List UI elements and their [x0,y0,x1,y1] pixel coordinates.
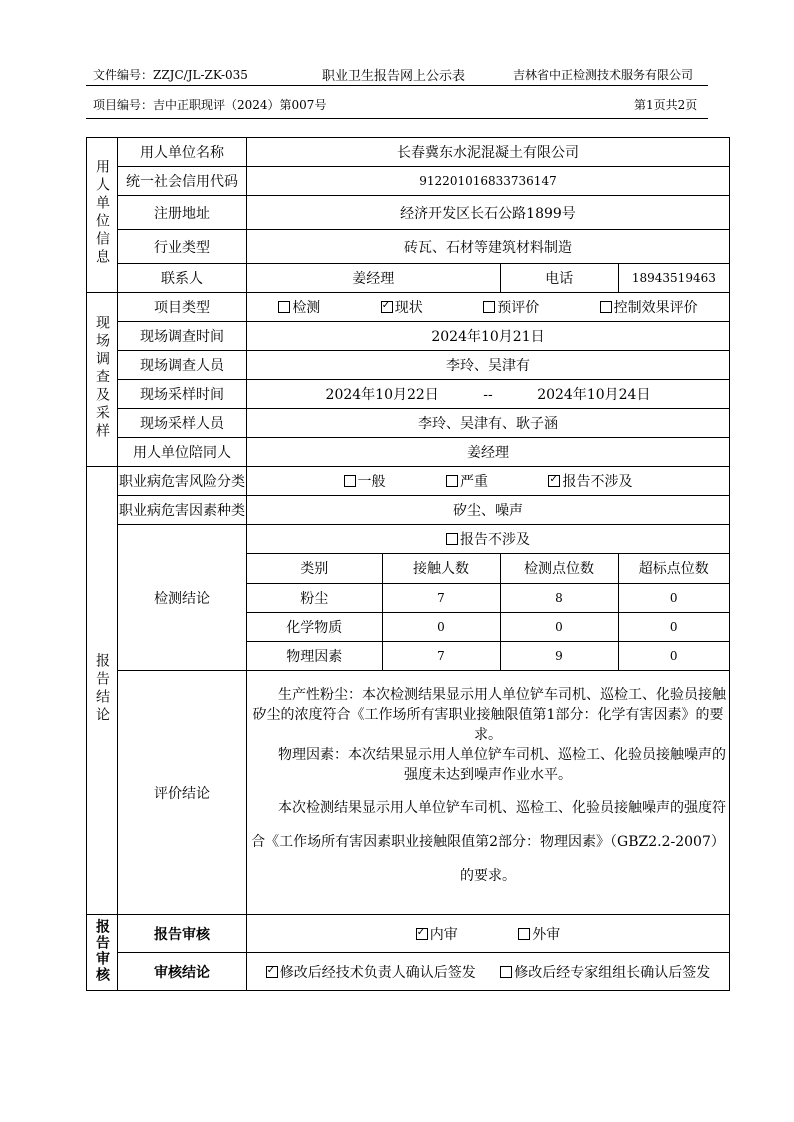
sampling-time-label: 现场采样时间 [118,380,247,409]
sampling-staff: 李玲、吴津有、耿子涵 [247,409,730,438]
sampling-start: 2024年10月22日 [325,387,439,403]
header-divider-2 [86,118,708,119]
value-cell: 0 [618,641,729,670]
risk-label: 职业病危害风险分类 [118,467,247,496]
result-label: 审核结论 [118,953,247,991]
detect-na[interactable]: 报告不涉及 [247,525,730,554]
industry-label: 行业类型 [118,230,247,264]
employer-name: 长春冀东水泥混凝土有限公司 [247,138,730,167]
employer-section-label: 用人单位信息 [87,138,118,293]
name-label: 用人单位名称 [118,138,247,167]
risk-na[interactable]: ✓ 报告不涉及 [548,471,632,491]
table-row [247,641,729,670]
contact-value: 姜经理 [247,264,501,293]
survey-time: 2024年10月21日 [247,322,730,351]
checkbox-icon[interactable] [416,928,428,940]
address-value: 经济开发区长石公路1899号 [247,196,730,230]
survey-staff: 李玲、吴津有 [247,351,730,380]
eval-paragraph-1: 生产性粉尘：本次检测结果显示用人单位铲车司机、巡检工、化验员接触矽尘的浓度符合《工作场所有害职业接触限值第1部分：化学有害因素》的要求。 [252,687,726,743]
eval-text [247,671,730,915]
table-row [247,612,729,641]
checkbox-icon[interactable] [500,966,512,978]
category-cell: 化学物质 [247,612,382,641]
value-cell: 0 [500,612,618,641]
phone-value: 18943519463 [618,264,729,293]
credit-code-label: 统一社会信用代码 [118,167,247,196]
option-expert-lead[interactable]: 修改后经专家组组长确认后签发 [500,965,710,981]
value-cell: 8 [500,583,618,612]
result-options [247,953,730,991]
option-pre-eval[interactable]: 预评价 [483,297,539,317]
option-external[interactable]: 外审 [518,927,560,943]
value-cell: 0 [382,612,500,641]
checkbox-icon[interactable] [344,475,356,487]
survey-staff-label: 现场调查人员 [118,351,247,380]
contact-label: 联系人 [118,264,247,293]
detect-label: 检测结论 [118,525,247,671]
checkbox-icon[interactable] [446,475,458,487]
factors-label: 职业病危害因素种类 [118,496,247,525]
detect-header: 超标点位数 [618,554,729,583]
eval-label: 评价结论 [118,671,247,915]
table-row [247,583,729,612]
value-cell: 7 [382,641,500,670]
page-indicator: 第1页共2页 [634,98,698,112]
checkbox-icon[interactable] [600,301,612,313]
review-options [247,915,730,953]
survey-time-label: 现场调查时间 [118,322,247,351]
risk-general[interactable]: 一般 [344,471,386,491]
value-cell: 7 [382,583,500,612]
conclusion-section-label: 报告结论 [87,467,118,915]
header-divider [86,85,708,86]
industry-value: 砖瓦、石材等建筑材料制造 [247,230,730,264]
option-current[interactable]: ✓ 现状 [381,297,423,317]
project-type-label: 项目类型 [118,293,247,322]
eval-paragraph-3: 本次检测结果显示用人单位铲车司机、巡检工、化验员接触噪声的强度符合《工作场所有害因素职业接触限值第2部分：物理因素》（GBZ2.2-2007）的要求。 [251,800,726,884]
category-cell: 物理因素 [247,641,382,670]
factors-value: 矽尘、噪声 [247,496,730,525]
option-tech-lead[interactable]: ✓ 修改后经技术负责人确认后签发 [266,965,476,981]
file-number: 文件编号：ZZJC/JL-ZK-035 [93,68,248,82]
eval-paragraph-2: 物理因素：本次结果显示用人单位铲车司机、巡检工、化验员接触噪声的强度未达到噪声作业水平。 [278,747,726,783]
phone-label: 电话 [500,264,618,293]
checkbox-icon[interactable] [483,301,495,313]
review-section-label: 报告审核 [87,915,118,991]
detect-header: 接触人数 [382,554,500,583]
sampling-separator: -- [483,387,493,403]
document-title: 职业卫生报告网上公示表 [322,69,466,84]
option-internal[interactable]: ✓ 内审 [416,927,458,943]
review-label: 报告审核 [118,915,247,953]
option-control-eval[interactable]: 控制效果评价 [600,297,698,317]
checkbox-icon[interactable] [548,475,560,487]
checkbox-icon[interactable] [518,928,530,940]
risk-options [247,467,730,496]
risk-severe[interactable]: 严重 [446,471,488,491]
checkbox-icon[interactable] [446,533,458,545]
sampling-end: 2024年10月24日 [537,387,651,403]
option-detect[interactable]: 检测 [278,297,320,317]
detect-table [247,554,729,670]
checkbox-icon[interactable] [278,301,290,313]
sampling-staff-label: 现场采样人员 [118,409,247,438]
sampling-time [247,380,730,409]
survey-section-label: 现场调查及采样 [87,293,118,467]
address-label: 注册地址 [118,196,247,230]
credit-code: 912201016833736147 [247,167,730,196]
value-cell: 9 [500,641,618,670]
detect-header: 检测点位数 [500,554,618,583]
checkbox-icon[interactable] [381,301,393,313]
escort-label: 用人单位陪同人 [118,438,247,467]
escort-value: 姜经理 [247,438,730,467]
company-name: 吉林省中正检测技术服务有限公司 [513,68,694,82]
value-cell: 0 [618,612,729,641]
project-type-options [247,293,730,322]
value-cell: 0 [618,583,729,612]
checkbox-icon[interactable] [266,966,278,978]
disclosure-table [86,137,730,991]
category-cell: 粉尘 [247,583,382,612]
detect-header: 类别 [247,554,382,583]
project-number: 项目编号：吉中正职现评（2024）第007号 [93,98,327,112]
